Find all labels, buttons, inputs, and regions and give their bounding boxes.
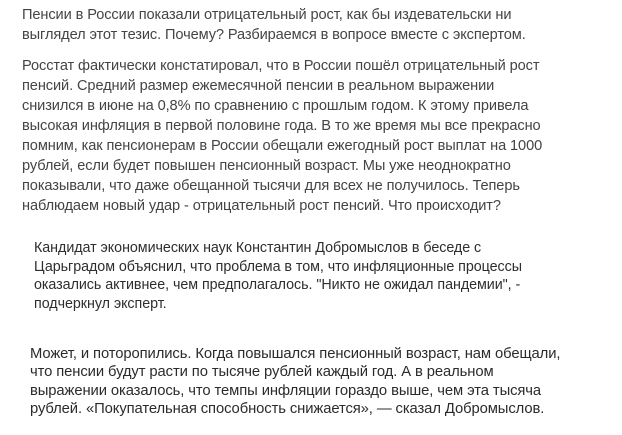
article-intro: Пенсии в России показали отрицательный рост, как бы издевательски ни выглядел этот тезис. Почему? Разбираемся в вопросе вместе с экспертом. bbox=[22, 7, 526, 43]
article-conclusion: Может, и поторопились. Когда повышался пенсионный возраст, нам обещали, что пенсии будут расти по тысяче рублей каждый год. А в реальном выражении оказалось, что темпы инфляции гораздо выше, чем эта тысяча рублей. «Покупательная способность снижается», — сказал Добромыслов. bbox=[30, 346, 561, 417]
expert-quote-paragraph: Кандидат экономических наук Константин Добромыслов в беседе с Царьградом объяснил, что проблема в том, что инфляционные процессы оказались активнее, чем предполагалось. "Никто не ожидал пандемии", - подчеркнул эксперт. bbox=[34, 240, 522, 312]
article-body-paragraph: Росстат фактически констатировал, что в России пошёл отрицательный рост пенсий. Средний размер ежемесячной пенсии в реальном выражении снизился в июне на 0,8% по сравнению с прошлым годом. К этому привела высокая инфляция в первой половине года. В то же время мы все прекрасно помним, как пенсионерам в России обещали ежегодный рост выплат на 1000 рублей, если будет повышен пенсионный возраст. Мы уже неоднократно показывали, что даже обещанной тысячи для всех не получилось. Теперь наблюдаем новый удар - отрицательный рост пенсий. Что происходит? bbox=[22, 58, 543, 214]
